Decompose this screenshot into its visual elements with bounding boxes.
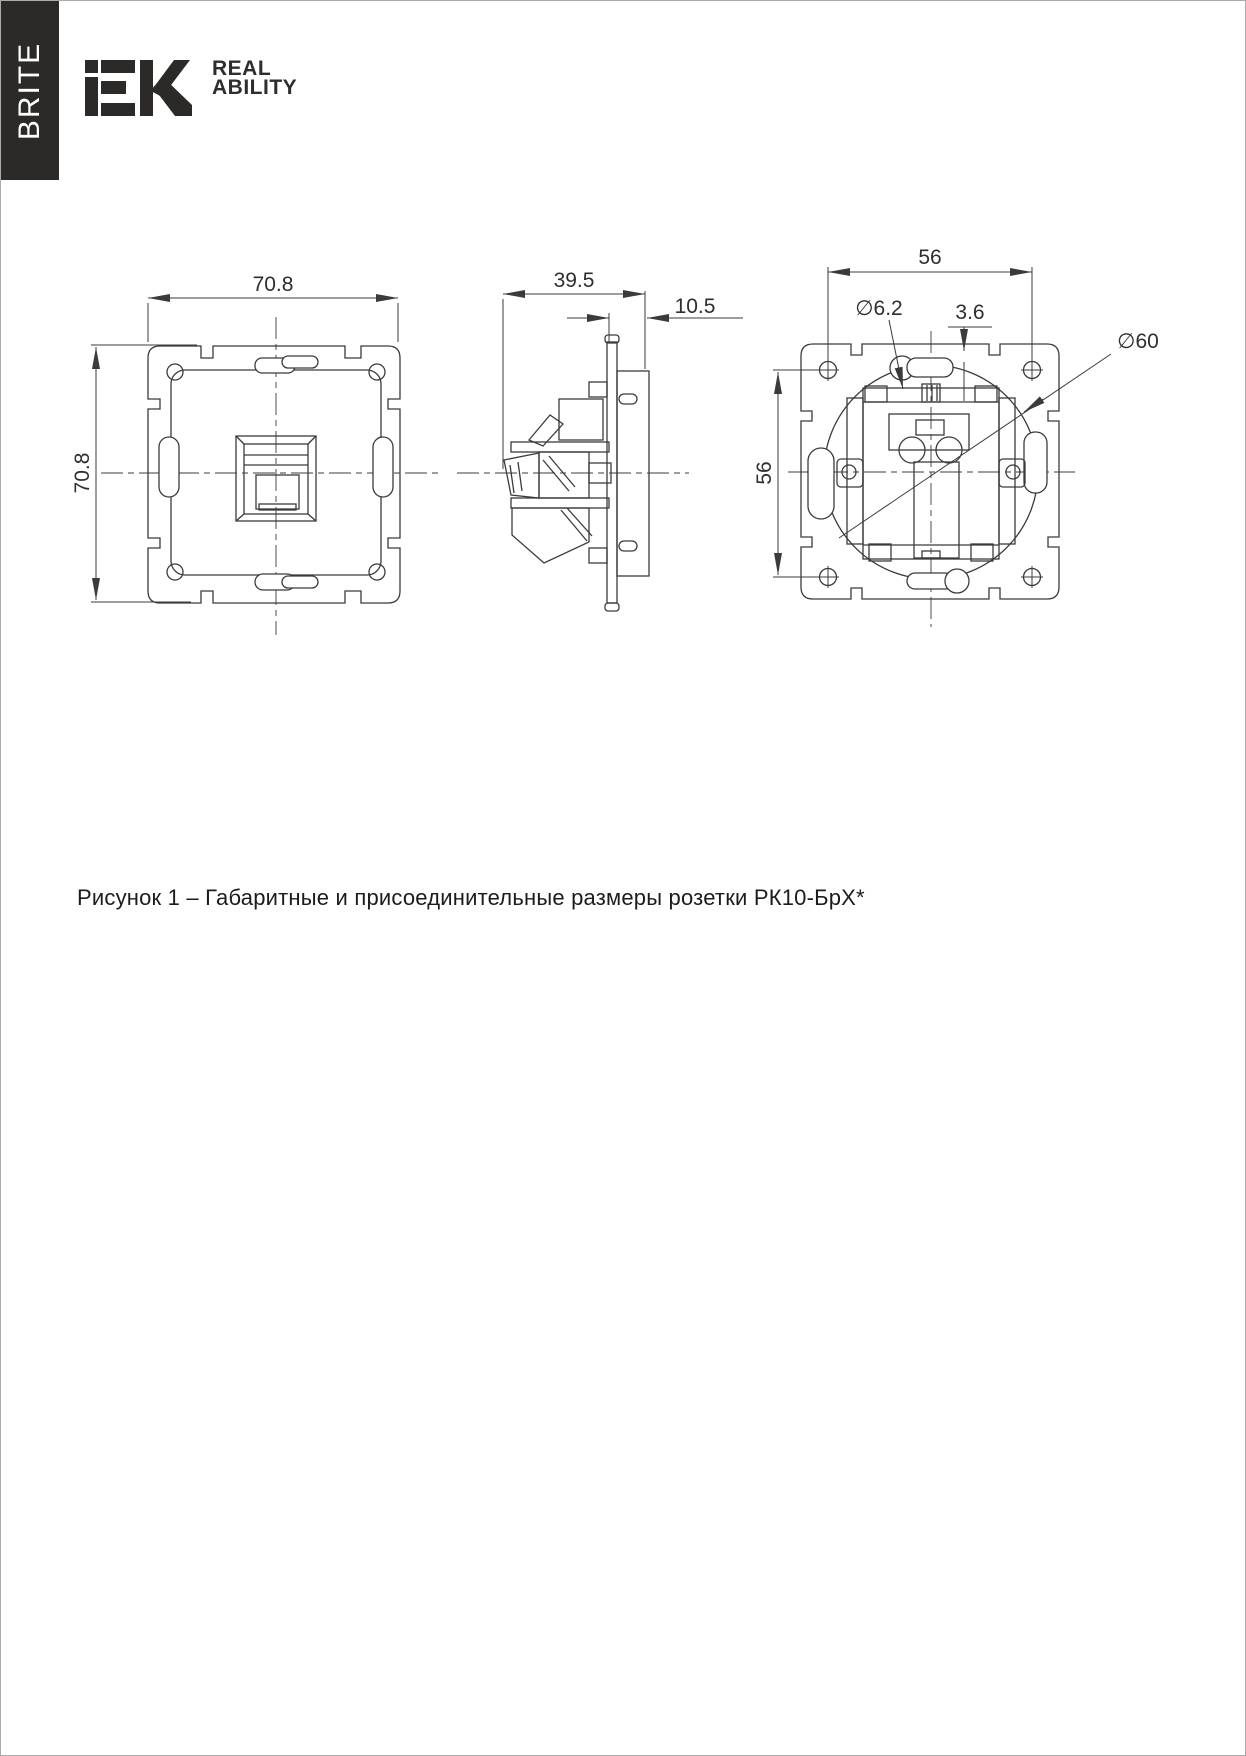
brand-bar-label: BRITE (13, 41, 46, 140)
side-clamp (589, 382, 607, 397)
side-offset-dimension (567, 295, 743, 342)
side-mechanism (504, 399, 611, 563)
front-left-clip (159, 437, 179, 497)
back-left-wing (808, 448, 834, 519)
side-peg (619, 541, 637, 551)
side-clamp (589, 548, 607, 563)
front-height-label: 70.8 (71, 452, 94, 494)
figure-caption: Рисунок 1 – Габаритные и присоединительные размеры розетки РК10-БрХ* (77, 885, 865, 910)
front-corner-hole (167, 564, 183, 580)
back-mount-height-label: 56 (753, 461, 776, 485)
side-depth-label: 39.5 (553, 269, 595, 292)
side-depth-dimension (503, 269, 645, 469)
side-offset-label: 10.5 (674, 295, 716, 318)
side-plate-cap (605, 603, 619, 611)
back-corner-screws (817, 359, 1043, 588)
side-peg (619, 394, 637, 404)
front-width-label: 70.8 (252, 273, 294, 296)
side-wall-plate (607, 342, 617, 603)
technical-drawing (1, 1, 1246, 701)
front-top-tab (282, 356, 318, 368)
back-slot-width-label: 3.6 (955, 301, 985, 324)
front-corner-hole (369, 564, 385, 580)
back-hole-dia-label: ∅6.2 (855, 297, 903, 320)
side-view-drawing (457, 269, 743, 611)
back-right-wing (1024, 432, 1047, 493)
front-corner-hole (167, 364, 183, 380)
back-mount-width-label: 56 (918, 246, 942, 269)
side-support-frame (617, 371, 649, 576)
back-view-drawing (753, 246, 1159, 627)
logo-tagline-line2: ABILITY (212, 76, 298, 99)
front-bottom-tab (282, 576, 318, 588)
back-ring-dia-label: ∅60 (1117, 330, 1159, 353)
front-right-clip (373, 437, 393, 497)
front-view-drawing (71, 273, 441, 635)
front-corner-hole (369, 364, 385, 380)
front-width-dimension (148, 273, 398, 342)
logo-tagline-line1: REAL (212, 57, 272, 80)
